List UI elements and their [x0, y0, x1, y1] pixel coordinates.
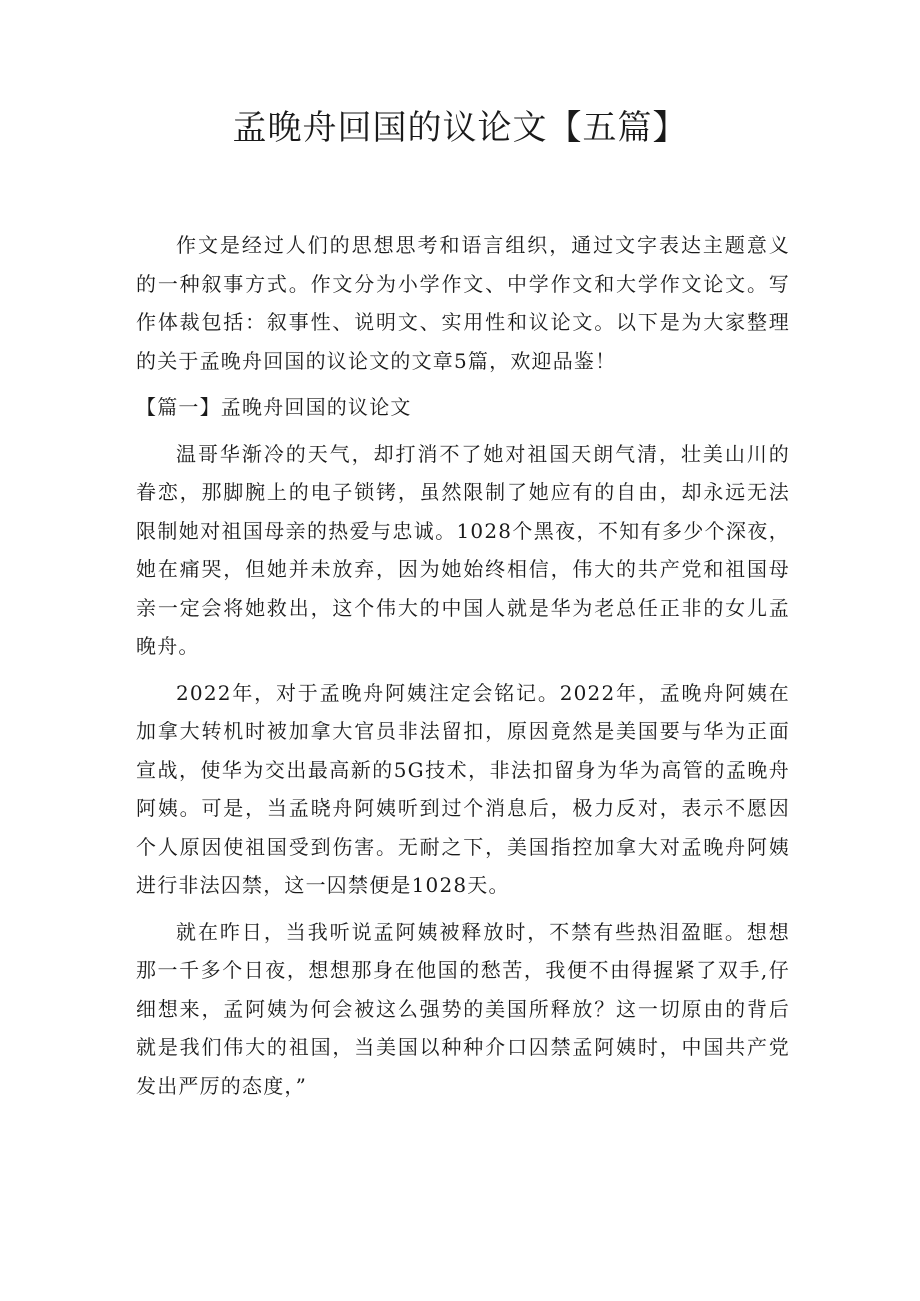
intro-paragraph: 作文是经过人们的思想思考和语言组织，通过文字表达主题意义的一种叙事方式。作文分为小学作文、中学作文和大学作文论文。写作体裁包括：叙事性、说明文、实用性和议论文。以下是为大家整理的关于孟晚舟回国的议论文的文章5篇，欢迎品鉴！ [136, 233, 790, 373]
body-paragraph-2: 2022年，对于孟晚舟阿姨注定会铭记。2022年，孟晚舟阿姨在加拿大转机时被加拿大官员非法留扣，原因竟然是美国要与华为正面宣战，使华为交出最高新的5G技术，非法扣留身为华为高管的孟晚舟阿姨。可是，当孟晓舟阿姨听到过个消息后，极力反对，表示不愿因个人原因使祖国受到伤害。无耐之下，美国指控加拿大对孟晚舟阿姨进行非法囚禁，这一囚禁便是1028天。 [136, 680, 790, 897]
document-title: 孟晚舟回国的议论文【五篇】 [232, 108, 688, 148]
section-heading: 【篇一】孟晚舟回国的议论文 [136, 395, 412, 419]
body-paragraph-3: 就在昨日，当我听说孟阿姨被释放时，不禁有些热泪盈眶。想想那一千多个日夜，想想那身在他国的愁苦，我便不由得握紧了双手,仔细想来，孟阿姨为何会被这么强势的美国所释放？这一切原由的背后就是我们伟大的祖国，当美国以种种介口囚禁孟阿姨时，中国共产党发出严厉的态度，” [136, 919, 790, 1098]
document-body [136, 226, 790, 1113]
body-paragraph-1: 温哥华渐冷的天气，却打消不了她对祖国天朗气清，壮美山川的眷恋，那脚腕上的电子锁铐，虽然限制了她应有的自由，却永远无法限制她对祖国母亲的热爱与忠诚。1028个黑夜，不知有多少个深夜，她在痛哭，但她并未放弃，因为她始终相信，伟大的共产党和祖国母亲一定会将她救出，这个伟大的中国人就是华为老总任正非的女儿孟晚舟。 [136, 441, 790, 658]
